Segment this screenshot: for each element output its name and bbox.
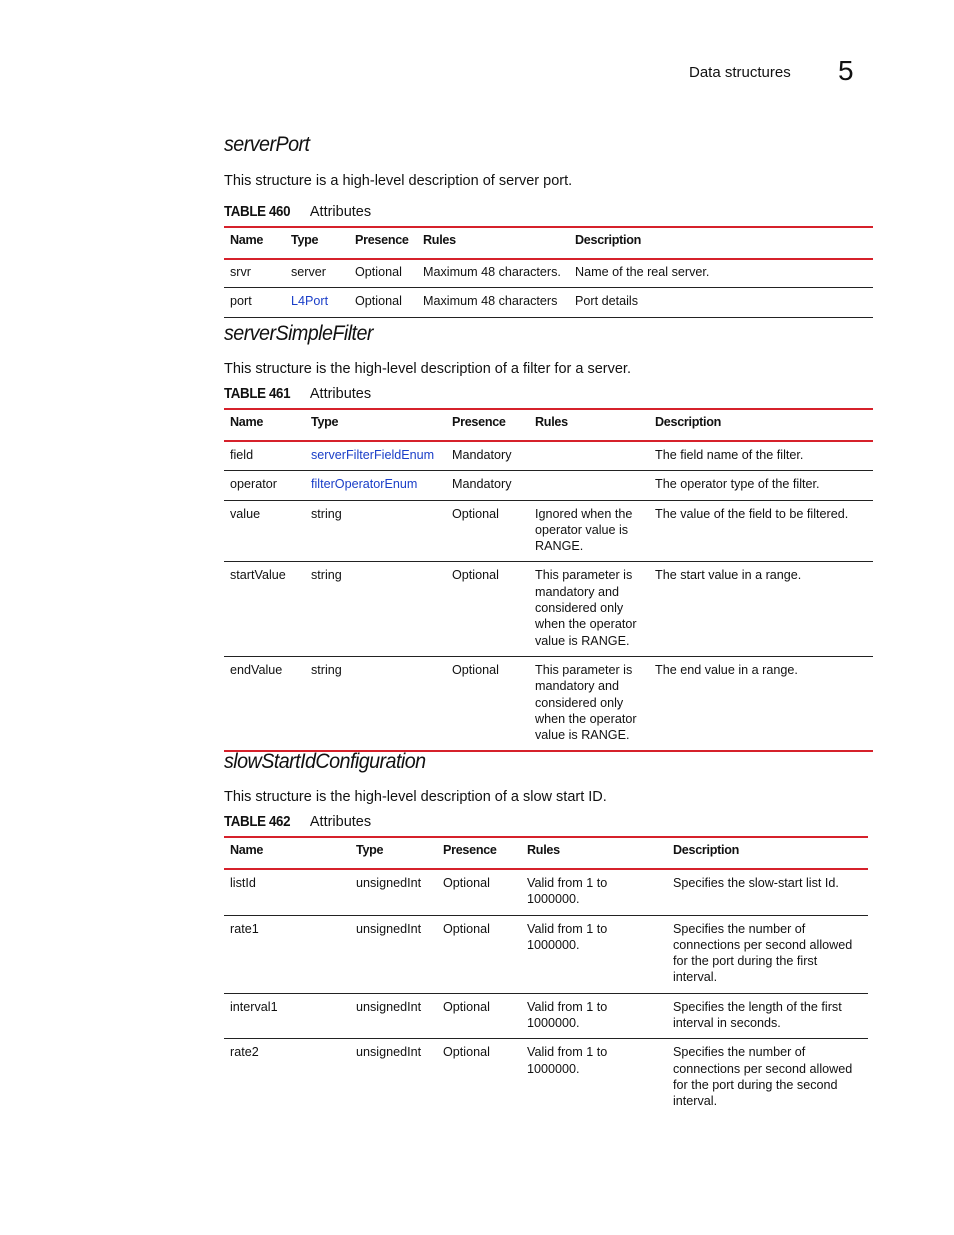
table-row xyxy=(224,562,873,656)
cell-description: Port details xyxy=(569,288,873,317)
cell-rules xyxy=(529,471,649,500)
column-header: Description xyxy=(649,409,873,441)
cell-rules: Valid from 1 to 1000000. xyxy=(527,1045,608,1076)
column-header: Presence xyxy=(437,837,521,869)
table-caption-461 xyxy=(224,386,371,402)
cell-type: unsignedInt xyxy=(350,993,437,1039)
table-row xyxy=(224,993,868,1039)
table-row xyxy=(224,656,873,751)
cell-rules: Valid from 1 to 1000000. xyxy=(521,915,667,993)
cell-type xyxy=(305,471,446,500)
cell-rules: Maximum 48 characters xyxy=(417,288,569,317)
cell-presence: Mandatory xyxy=(446,441,529,471)
cell-description: The value of the field to be filtered. xyxy=(649,500,873,562)
type-link-serverfilterfieldenum[interactable]: serverFilterFieldEnum xyxy=(311,448,435,462)
column-header: Name xyxy=(224,409,305,441)
cell-presence: Mandatory xyxy=(446,471,529,500)
table-caption-text: Attributes xyxy=(309,204,372,220)
column-header: Rules xyxy=(521,837,667,869)
attributes-table-462 xyxy=(224,836,868,1117)
running-header-section: Data structures xyxy=(689,64,791,81)
attributes-table-460 xyxy=(224,226,873,318)
cell-rules: This parameter is mandatory and considered only when the operator value is RANGE. xyxy=(529,562,649,656)
cell-rules xyxy=(529,441,649,471)
cell-presence: Optional xyxy=(349,259,417,288)
cell-name: srvr xyxy=(224,259,285,288)
cell-type xyxy=(305,441,446,471)
cell-description: The end value in a range. xyxy=(649,656,873,751)
column-header: Presence xyxy=(349,227,417,259)
cell-type: server xyxy=(285,259,349,288)
section-intro-slowstartidconfiguration: This structure is the high-level description of a slow start ID. xyxy=(224,789,607,805)
column-header: Description xyxy=(569,227,873,259)
cell-name: endValue xyxy=(224,656,305,751)
table-row xyxy=(224,288,873,317)
cell-rules: Ignored when the operator value is RANGE. xyxy=(529,500,649,562)
table-row xyxy=(224,1039,868,1117)
cell-description: Specifies the slow-start list Id. xyxy=(667,869,868,915)
cell-name: field xyxy=(224,441,305,471)
cell-description: Name of the real server. xyxy=(569,259,873,288)
cell-rules: This parameter is mandatory and considered only when the operator value is RANGE. xyxy=(529,656,649,751)
section-title-serverport: serverPort xyxy=(224,133,310,156)
type-link-l4port[interactable]: L4Port xyxy=(291,294,329,309)
cell-name: listId xyxy=(224,869,350,915)
table-row xyxy=(224,869,868,915)
cell-presence: Optional xyxy=(443,1045,490,1060)
column-header: Type xyxy=(350,837,437,869)
type-link-filteroperatorenum[interactable]: filterOperatorEnum xyxy=(311,477,418,492)
cell-presence: Optional xyxy=(349,288,417,317)
column-header: Name xyxy=(224,837,350,869)
cell-name: startValue xyxy=(224,562,305,656)
cell-type: string xyxy=(305,656,446,751)
cell-description: Specifies the length of the first interval in seconds. xyxy=(667,993,868,1039)
cell-type: string xyxy=(305,500,446,562)
cell-name: interval1 xyxy=(224,993,350,1039)
cell-presence: Optional xyxy=(446,656,529,751)
table-caption-text: Attributes xyxy=(309,814,372,830)
cell-description: The operator type of the filter. xyxy=(649,471,873,500)
table-header-row xyxy=(224,837,868,869)
attributes-table-461 xyxy=(224,408,873,752)
section-intro-serverport: This structure is a high-level description of server port. xyxy=(224,173,573,189)
cell-presence: Optional xyxy=(437,915,521,993)
table-row xyxy=(224,915,868,993)
table-caption-460 xyxy=(224,204,371,220)
cell-type: unsignedInt xyxy=(356,1045,422,1060)
cell-type xyxy=(285,288,349,317)
cell-type: unsignedInt xyxy=(350,915,437,993)
cell-description: The start value in a range. xyxy=(649,562,873,656)
column-header: Type xyxy=(285,227,349,259)
table-caption-462 xyxy=(224,814,371,830)
section-intro-serversimplefilter: This structure is the high-level description of a filter for a server. xyxy=(224,361,631,377)
table-row xyxy=(224,500,873,562)
cell-presence: Optional xyxy=(446,500,529,562)
chapter-number: 5 xyxy=(838,55,854,86)
cell-name: rate1 xyxy=(224,915,350,993)
section-title-slowstartidconfiguration: slowStartIdConfiguration xyxy=(224,750,426,773)
cell-description: Specifies the number of connections per second allowed for the port during the first interval. xyxy=(667,915,868,993)
column-header: Rules xyxy=(417,227,569,259)
cell-type: unsignedInt xyxy=(350,869,437,915)
column-header: Type xyxy=(305,409,446,441)
cell-name: rate2 xyxy=(230,1045,259,1060)
column-header: Description xyxy=(667,837,868,869)
cell-type: string xyxy=(305,562,446,656)
table-number: TABLE 462 xyxy=(224,814,291,830)
cell-description: Specifies the number of connections per second allowed for the port during the second interval. xyxy=(673,1045,853,1109)
cell-name: value xyxy=(224,500,305,562)
table-row xyxy=(224,259,873,288)
cell-description: The field name of the filter. xyxy=(649,441,873,471)
cell-presence: Optional xyxy=(437,993,521,1039)
column-header: Name xyxy=(224,227,285,259)
cell-name: operator xyxy=(224,471,305,500)
section-title-serversimplefilter: serverSimpleFilter xyxy=(224,322,373,345)
table-number: TABLE 460 xyxy=(224,204,291,220)
table-row xyxy=(224,471,873,500)
table-header-row xyxy=(224,409,873,441)
cell-name: port xyxy=(224,288,285,317)
cell-presence: Optional xyxy=(446,562,529,656)
table-caption-text: Attributes xyxy=(309,386,372,402)
table-header-row xyxy=(224,227,873,259)
cell-rules: Valid from 1 to 1000000. xyxy=(521,993,667,1039)
table-number: TABLE 461 xyxy=(224,386,291,402)
table-row xyxy=(224,441,873,471)
cell-rules: Maximum 48 characters. xyxy=(417,259,569,288)
cell-rules: Valid from 1 to 1000000. xyxy=(521,869,667,915)
column-header: Presence xyxy=(446,409,529,441)
cell-presence: Optional xyxy=(437,869,521,915)
column-header: Rules xyxy=(529,409,649,441)
